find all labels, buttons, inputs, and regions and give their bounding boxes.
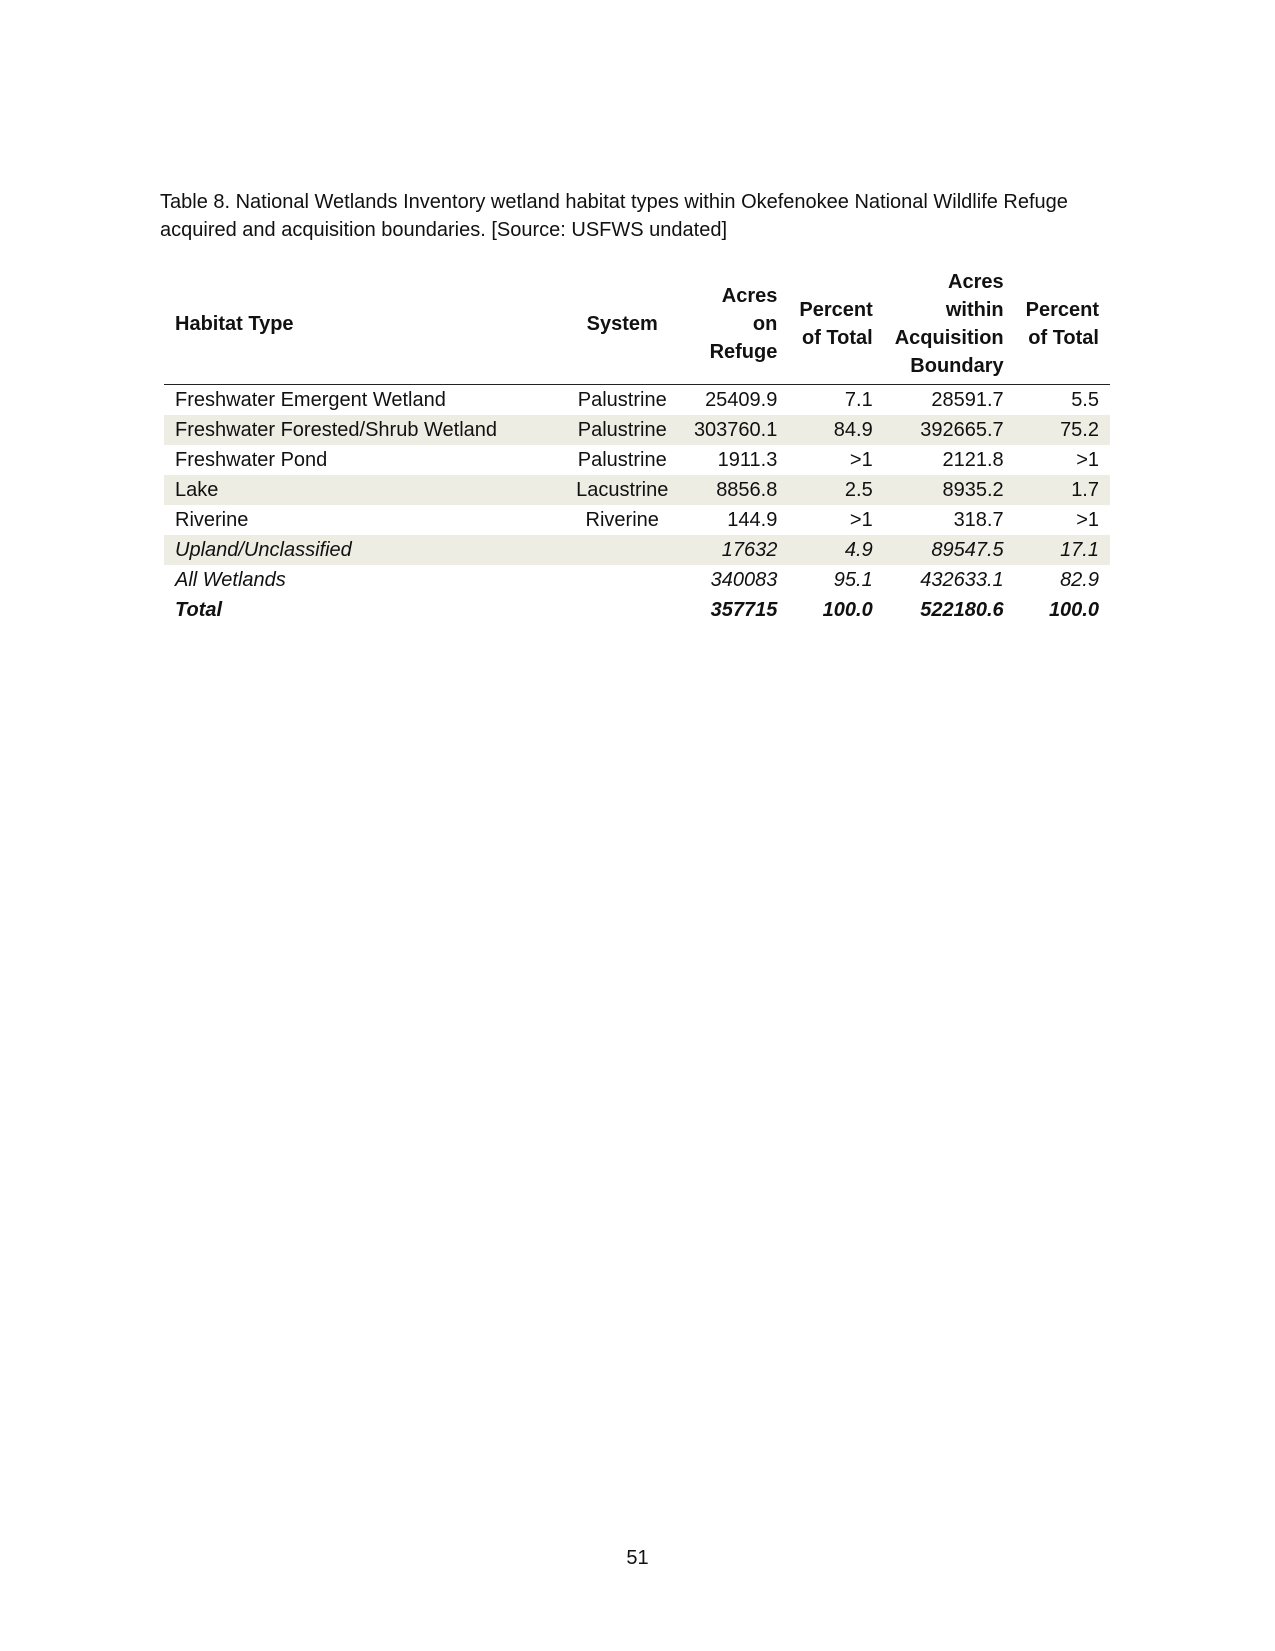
- table-row: [164, 595, 1110, 625]
- header-acres-acquisition: [884, 268, 1015, 385]
- cell-percent-acquisition: 75.2: [1015, 415, 1110, 445]
- cell-habitat-type: Upland/Unclassified: [164, 535, 562, 565]
- cell-acres-acquisition: 432633.1: [920, 569, 1004, 591]
- wetland-habitat-table: [164, 268, 1110, 625]
- table-row: [164, 385, 1110, 416]
- cell-acres-acquisition: 392665.7: [884, 415, 1015, 445]
- cell-percent-refuge: 2.5: [788, 475, 883, 505]
- cell-acres-on-refuge: 144.9: [727, 509, 778, 531]
- header-line: Percent: [1025, 299, 1099, 321]
- cell-acres-acquisition: 2121.8: [942, 449, 1004, 471]
- cell-acres-on-refuge: 1911.3: [717, 449, 778, 471]
- cell-habitat-type: Freshwater Pond: [175, 449, 328, 471]
- cell-acres-acquisition: 318.7: [953, 509, 1004, 531]
- cell-system: [562, 535, 683, 565]
- table-row: [164, 565, 1110, 595]
- cell-system: Lacustrine: [562, 475, 683, 505]
- header-line: Acquisition: [894, 327, 1004, 349]
- cell-habitat-type: Riverine: [175, 509, 249, 531]
- cell-habitat-type: Freshwater Emergent Wetland: [175, 389, 446, 411]
- header-line: Habitat Type: [175, 313, 294, 335]
- cell-percent-refuge: 7.1: [844, 389, 873, 411]
- cell-habitat-type: All Wetlands: [175, 569, 286, 591]
- table-row: [164, 445, 1110, 475]
- header-acres-on-refuge: [683, 268, 788, 385]
- cell-habitat-type: Total: [175, 599, 223, 621]
- cell-acres-on-refuge: 25409.9: [705, 389, 778, 411]
- table-header: [164, 268, 1110, 385]
- header-percent-refuge: [788, 268, 883, 385]
- cell-acres-on-refuge: 8856.8: [683, 475, 788, 505]
- cell-percent-acquisition: >1: [1076, 509, 1099, 531]
- cell-system: [562, 565, 683, 595]
- cell-percent-acquisition: 17.1: [1015, 535, 1110, 565]
- cell-acres-on-refuge: 340083: [710, 569, 778, 591]
- cell-percent-refuge: 84.9: [788, 415, 883, 445]
- cell-acres-on-refuge: 303760.1: [683, 415, 788, 445]
- cell-percent-refuge: >1: [849, 509, 873, 531]
- table-body: [164, 385, 1110, 626]
- cell-acres-acquisition: 8935.2: [884, 475, 1015, 505]
- header-line: of Total: [802, 327, 873, 349]
- cell-percent-acquisition: 1.7: [1015, 475, 1110, 505]
- cell-percent-refuge: >1: [849, 449, 873, 471]
- header-habitat-type: [164, 268, 562, 385]
- header-percent-acquisition: [1015, 268, 1110, 385]
- table-row: [164, 415, 1110, 445]
- table-caption: Table 8. National Wetlands Inventory wetland habitat types within Okefenokee National Wildlife Refuge acquired and acquisition boundaries. [Source: USFWS undated]: [160, 191, 1068, 241]
- cell-habitat-type: Lake: [164, 475, 562, 505]
- header-line: Percent: [799, 299, 873, 321]
- cell-percent-acquisition: 5.5: [1071, 389, 1099, 411]
- cell-system: Palustrine: [562, 415, 683, 445]
- cell-system: Riverine: [585, 509, 659, 531]
- cell-percent-refuge: 4.9: [788, 535, 883, 565]
- header-line: Acres on: [721, 285, 778, 335]
- cell-system: Palustrine: [577, 389, 667, 411]
- header-line: within: [945, 299, 1004, 321]
- cell-system: [562, 595, 683, 625]
- table-row: [164, 535, 1110, 565]
- header-line: System: [586, 313, 658, 335]
- header-line: Refuge: [709, 341, 778, 363]
- cell-percent-refuge: 100.0: [822, 599, 873, 621]
- cell-acres-acquisition: 522180.6: [920, 599, 1004, 621]
- cell-habitat-type: Freshwater Forested/Shrub Wetland: [164, 415, 562, 445]
- cell-acres-acquisition: 89547.5: [884, 535, 1015, 565]
- cell-system: Palustrine: [577, 449, 667, 471]
- header-line: of Total: [1028, 327, 1099, 349]
- cell-acres-on-refuge: 357715: [710, 599, 778, 621]
- cell-percent-acquisition: >1: [1076, 449, 1099, 471]
- header-system: [562, 268, 683, 385]
- header-row: [164, 268, 1110, 385]
- cell-percent-acquisition: 82.9: [1060, 569, 1099, 591]
- table-row: [164, 475, 1110, 505]
- header-line: Boundary: [910, 355, 1004, 377]
- cell-percent-acquisition: 100.0: [1048, 599, 1099, 621]
- table-row: [164, 505, 1110, 535]
- cell-percent-refuge: 95.1: [833, 569, 873, 591]
- page-number: 51: [626, 1547, 649, 1569]
- cell-acres-on-refuge: 17632: [683, 535, 788, 565]
- cell-acres-acquisition: 28591.7: [931, 389, 1004, 411]
- header-line: Acres: [948, 271, 1004, 293]
